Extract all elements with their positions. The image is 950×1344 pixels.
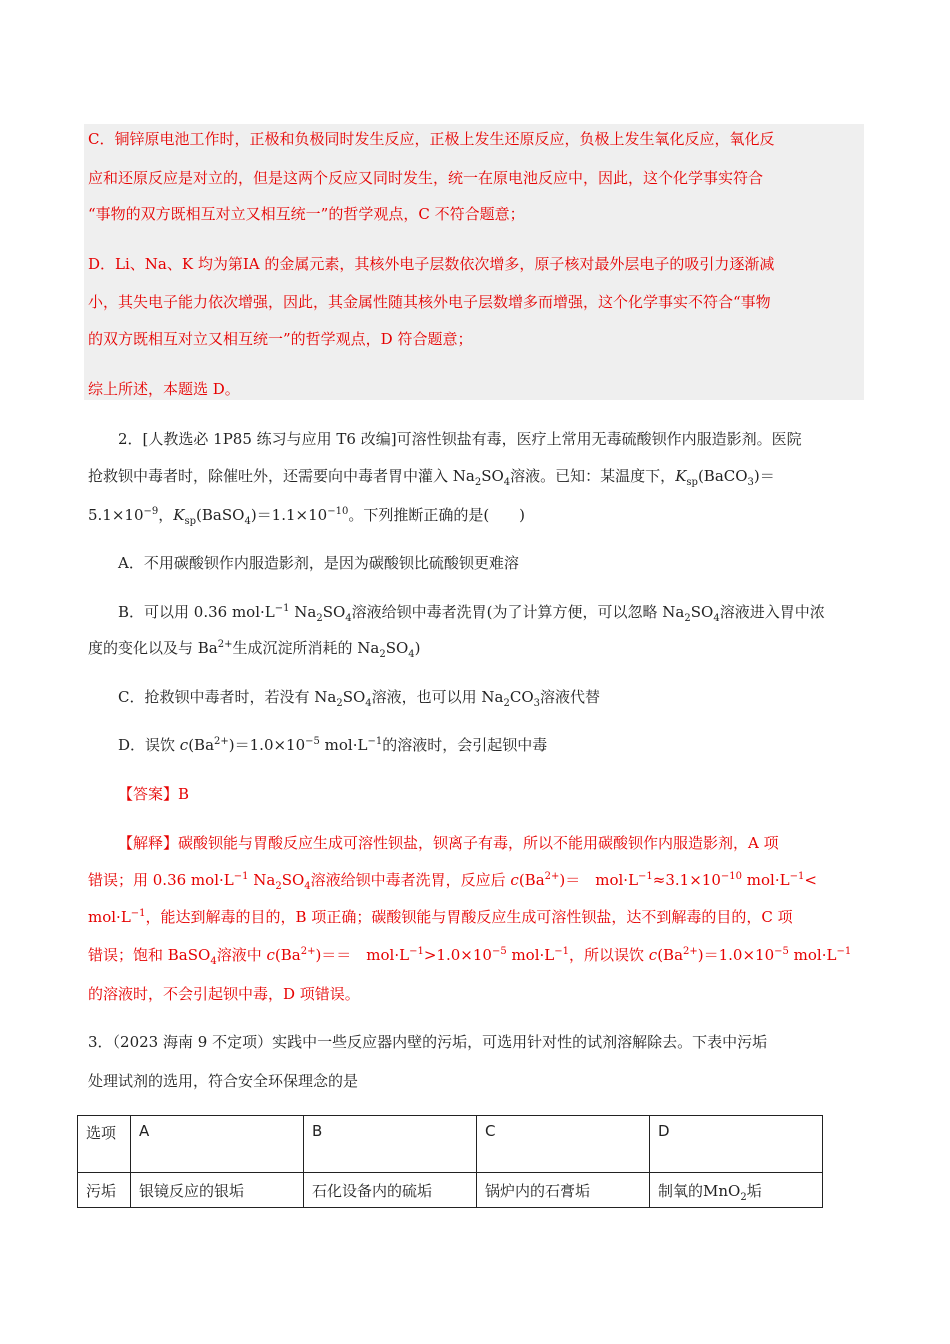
table-row <box>78 1173 823 1208</box>
q2-option-c: C．抢救钡中毒者时，若没有 $Na_2SO_4$溶液，也可以用 $Na_2CO_3$溶液代替 <box>118 688 601 709</box>
table-dirt-d: 制氧的MnO$_2$垢 <box>650 1173 823 1208</box>
table-option-a: A <box>131 1116 304 1173</box>
q2-option-b-line-2: 度的变化以及与 $Ba^{2+}$生成沉淀所消耗的 $Na_2SO_4$) <box>88 639 421 660</box>
table-dirt-a: 银镜反应的银垢 <box>131 1173 304 1208</box>
q2-option-b-line-1: B．可以用 0.36 $mol\cdot L^{-1}$ $Na_2SO_4$溶液给钡中毒者洗胃(为了计算方便，可以忽略 $Na_2SO_4$溶液进入胃中浓 <box>118 603 825 624</box>
solution-d-line-1: D．Li、Na、K 均为第ⅠA 的金属元素，其核外电子层数依次增多，原子核对最外层电子的吸引力逐渐减 <box>88 255 775 273</box>
q3-stem-line-1: 3．（2023 海南 9 不定项）实践中一些反应器内壁的污垢，可选用针对性的试剂溶解除去。下表中污垢 <box>88 1033 768 1051</box>
q3-stem-line-2: 处理试剂的选用，符合安全环保理念的是 <box>88 1072 359 1090</box>
solution-d-line-3: 的双方既相互对立又相互统一”的哲学观点，D 符合题意； <box>88 330 473 348</box>
q2-explanation-line-4: 错误；饱和 BaSO$_4$溶液中 $c(Ba^{2+})==$ $mol\cdot L^{-1}>1.0\times 10^{-5}$ $mol\cdot L^{-1}$，所以误饮 $c(Ba^{2+})=1.0\times 10^{-5}$ $mol\cdot L^{-1}$ <box>88 946 852 967</box>
solution-c-line-1: C．铜锌原电池工作时，正极和负极同时发生反应，正极上发生还原反应，负极上发生氧化反应，氧化反 <box>88 130 775 148</box>
solution-c-line-3: “事物的双方既相互对立又相互统一”的哲学观点，C 不符合题意； <box>88 205 525 223</box>
q2-answer: 【答案】B <box>118 785 190 803</box>
table-option-d: D <box>650 1116 823 1173</box>
table-dirt-b: 石化设备内的硫垢 <box>304 1173 477 1208</box>
q2-stem-line-2: 抢救钡中毒者时，除催吐外，还需要向中毒者胃中灌入 $Na_2SO_4$溶液。已知：某温度下，$K_{sp}(BaCO_3)=$ <box>88 467 775 488</box>
table-row <box>78 1116 823 1173</box>
q2-option-d: D．误饮 $c(Ba^{2+})=1.0\times 10^{-5}$ $mol\cdot L^{-1}$的溶液时，会引起钡中毒 <box>118 736 548 754</box>
q2-stem-line-3: $5.1\times 10^{-9}$，$K_{sp}(BaSO_4)=1.1\times 10^{-10}$。下列推断正确的是( ) <box>88 506 526 527</box>
table-option-c: C <box>477 1116 650 1173</box>
solution-summary: 综上所述，本题选 D。 <box>88 380 240 398</box>
table-dirt-c: 锅炉内的石膏垢 <box>477 1173 650 1208</box>
q2-option-a: A．不用碳酸钡作内服造影剂，是因为碳酸钡比硫酸钡更难溶 <box>118 554 519 572</box>
q3-option-table <box>77 1115 823 1208</box>
solution-c-line-2: 应和还原反应是对立的，但是这两个反应又同时发生，统一在原电池反应中，因此，这个化学事实符合 <box>88 169 764 187</box>
table-option-b: B <box>304 1116 477 1173</box>
q2-explanation-line-5: 的溶液时，不会引起钡中毒，D 项错误。 <box>88 985 360 1003</box>
q2-explanation-line-1: 【解释】碳酸钡能与胃酸反应生成可溶性钡盐，钡离子有毒，所以不能用碳酸钡作内服造影剂，A 项 <box>118 834 779 852</box>
q2-stem-line-1: 2．[人教选必 1P85 练习与应用 T6 改编]可溶性钡盐有毒，医疗上常用无毒硫酸钡作内服造影剂。医院 <box>118 430 802 448</box>
table-row-label: 污垢 <box>78 1173 131 1208</box>
table-header-label: 选项 <box>78 1116 131 1173</box>
q2-explanation-line-3: $mol\cdot L^{-1}$，能达到解毒的目的，B 项正确；碳酸钡能与胃酸反应生成可溶性钡盐，达不到解毒的目的，C 项 <box>88 908 793 926</box>
q2-explanation-line-2: 错误；用 0.36 $mol\cdot L^{-1}$ $Na_2SO_4$溶液给钡中毒者洗胃，反应后 $c(Ba^{2+})=$ $mol\cdot L^{-1}\approx 3.1\times 10^{-10}$ $mol\cdot L^{-1}<$ <box>88 871 817 892</box>
solution-d-line-2: 小，其失电子能力依次增强，因此，其金属性随其核外电子层数增多而增强，这个化学事实不符合“事物 <box>88 293 771 311</box>
